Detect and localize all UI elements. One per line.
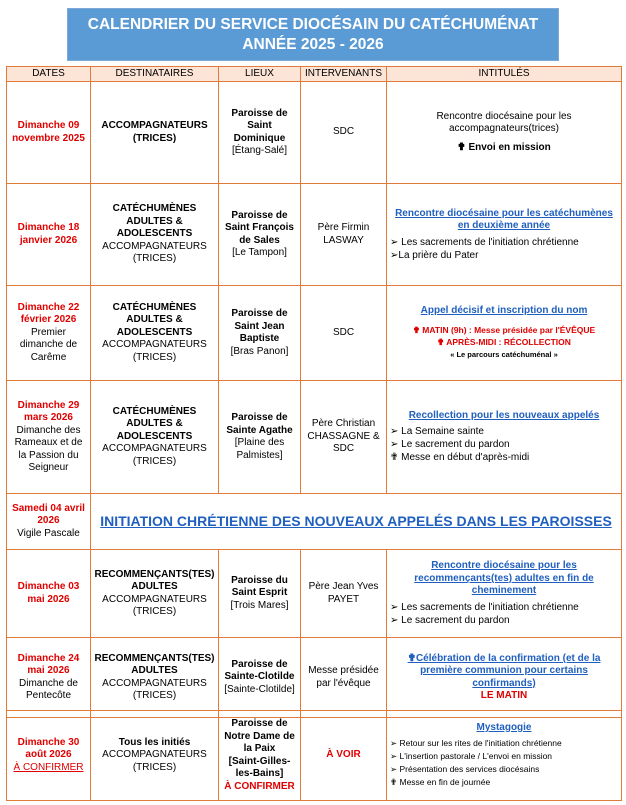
lieu-sub: [Bras Panon] <box>230 345 289 357</box>
lieu-cell <box>219 184 301 286</box>
intitule-title: Rencontre diocésaine pour les catéchumènes en deuxième année <box>395 207 613 231</box>
dest-bold: RECOMMENÇANTS(TES) ADULTES <box>94 652 215 676</box>
lieu-cell <box>219 550 301 638</box>
destinataires-cell <box>91 711 219 801</box>
initiation-banner: INITIATION CHRÉTIENNE DES NOUVEAUX APPELÉS DANS LES PAROISSES <box>91 494 622 550</box>
table-row <box>7 711 622 801</box>
list-item: ➢ La Semaine sainte <box>390 426 484 438</box>
date-text: Dimanche 22 février 2026 <box>17 301 80 326</box>
intitule-title: ✟Célébration de la confirmation (et de la première communion pour certains confirmands) <box>407 652 601 689</box>
date-cell <box>7 711 91 801</box>
lieu-sub: [Étang-Salé] <box>231 145 288 156</box>
intitule-cell <box>387 82 622 184</box>
date-cell <box>7 286 91 381</box>
date-cell <box>7 638 91 718</box>
list-item: ✟ MATIN (9h) : Messe présidée par l'ÉVÊQUE <box>412 324 596 335</box>
header-row <box>7 67 622 82</box>
dest-plain: ACCOMPAGNATEURS (TRICES) <box>102 677 207 701</box>
dest-plain: ACCOMPAGNATEURS (TRICES) <box>102 240 207 265</box>
intitule-cell <box>387 550 622 638</box>
date-text: Dimanche 29 mars 2026 <box>17 399 80 423</box>
intitule-cell <box>387 711 622 801</box>
date-note: Premier dimanche de Carême <box>19 326 78 363</box>
destinataires-cell: ACCOMPAGNATEURS (TRICES) <box>91 82 219 184</box>
intervenants-cell: Père Jean Yves PAYET <box>301 550 387 638</box>
table-row <box>7 286 622 381</box>
date-text: Dimanche 30 août 2026 <box>17 736 80 761</box>
lieu-sub: [Sainte-Clotilde] <box>224 683 295 695</box>
table-row <box>7 638 622 718</box>
calendar-table-extra <box>6 710 622 801</box>
table-row <box>7 184 622 286</box>
intitule-cell <box>387 381 622 494</box>
intervenants-cell: Père Firmin LASWAY <box>301 184 387 286</box>
list-item: ➢ Le sacrement du pardon <box>390 614 510 626</box>
header-intitules: INTITULÉS <box>387 67 622 82</box>
destinataires-cell <box>91 184 219 286</box>
list-item: ➢ Retour sur les rites de l'initiation chrétienne <box>390 738 562 749</box>
list-item: ➢ Le sacrement du pardon <box>390 439 510 451</box>
list-item: ✟ Messe en fin de journée <box>390 777 491 788</box>
dest-bold: CATÉCHUMÈNES ADULTES & ADOLESCENTS <box>112 405 197 442</box>
intervenants-cell: SDC <box>301 82 387 184</box>
dest-plain: ACCOMPAGNATEURS (TRICES) <box>102 339 207 363</box>
intitule-cell <box>387 184 622 286</box>
lieu-cell <box>219 638 301 718</box>
list-item: ➢ L'insertion pastorale / L'envoi en mission <box>390 751 553 762</box>
header-dates: DATES <box>7 67 91 82</box>
date-cell: Dimanche 09 novembre 2025 <box>7 82 91 184</box>
title-line-1: CALENDRIER DU SERVICE DIOCÉSAIN DU CATÉCHUMÉNAT <box>87 16 539 33</box>
lieu-name: Paroisse de Notre Dame de la Paix <box>224 718 295 754</box>
header-destinataires: DESTINATAIRES <box>91 67 219 82</box>
table-row <box>7 550 622 638</box>
intitule-cell <box>387 286 622 381</box>
list-item: ➢ Les sacrements de l'initiation chrétienne <box>390 236 579 248</box>
lieu-cell <box>219 286 301 381</box>
date-cell <box>7 494 91 550</box>
intitule-cell <box>387 638 622 718</box>
intervenants-cell: Père Christian CHASSAGNE & SDC <box>301 381 387 494</box>
date-note: Dimanche de Pentecôte <box>19 677 78 701</box>
header-intervenants: INTERVENANTS <box>301 67 387 82</box>
lieu-note: À CONFIRMER <box>224 780 295 792</box>
title-line-2: ANNÉE 2025 - 2026 <box>242 36 384 53</box>
dest-bold: RECOMMENÇANTS(TES) ADULTES <box>94 568 215 592</box>
intervenants-cell: SDC <box>301 286 387 381</box>
dest-plain: ACCOMPAGNATEURS (TRICES) <box>102 443 207 467</box>
list-item: LE MATIN <box>480 690 528 701</box>
dest-bold: CATÉCHUMÈNES ADULTES & ADOLESCENTS <box>112 301 197 338</box>
list-item: ➢ Les sacrements de l'initiation chrétienne <box>390 601 579 613</box>
date-note: À CONFIRMER <box>13 761 84 773</box>
date-cell: Dimanche 03 mai 2026 <box>7 550 91 638</box>
dest-plain: ACCOMPAGNATEURS (TRICES) <box>102 749 207 773</box>
destinataires-cell <box>91 286 219 381</box>
intitule-title: Appel décisif et inscription du nom <box>420 305 588 316</box>
list-item: « Le parcours catéchuménal » <box>450 349 558 359</box>
table-row <box>7 494 622 550</box>
lieu-name: Paroisse de Sainte-Clotilde <box>224 658 295 683</box>
lieu-cell <box>219 381 301 494</box>
dest-bold: Tous les initiés <box>118 736 191 748</box>
lieu-name: Paroisse de Sainte Agathe <box>226 412 293 436</box>
lieu-name: Paroisse de Saint Jean Baptiste <box>231 308 288 344</box>
list-item: ✟ Messe en début d'après-midi <box>390 452 530 464</box>
date-text: Samedi 04 avril 2026 <box>12 502 85 527</box>
lieu-sub: [Trois Mares] <box>230 599 289 611</box>
date-cell: Dimanche 18 janvier 2026 <box>7 184 91 286</box>
date-note: Dimanche des Rameaux et de la Passion du Seigneur <box>14 424 83 473</box>
lieu-name: Paroisse de Saint François de Sales <box>225 209 294 246</box>
lieu-name: Paroisse de Saint Dominique <box>231 107 288 144</box>
list-item: ➢ Présentation des services diocésains <box>390 764 540 775</box>
date-cell <box>7 381 91 494</box>
destinataires-cell <box>91 638 219 718</box>
intervenants-cell: À VOIR <box>301 711 387 801</box>
lieu-sub: [Le Tampon] <box>232 247 287 258</box>
dest-bold: CATÉCHUMÈNES ADULTES & ADOLESCENTS <box>112 203 197 240</box>
calendar-table <box>6 66 622 718</box>
calendar-title <box>67 8 559 61</box>
intitule-title: Recollection pour les nouveaux appelés <box>408 409 600 421</box>
table-row <box>7 381 622 494</box>
date-note: Vigile Pascale <box>17 527 80 539</box>
list-item: ✟ APRÈS-MIDI : RÉCOLLECTION <box>437 337 571 347</box>
date-text: Dimanche 24 mai 2026 <box>17 652 80 676</box>
destinataires-cell <box>91 381 219 494</box>
destinataires-cell <box>91 550 219 638</box>
intitule-title: Mystagogie <box>476 721 532 733</box>
intervenants-cell: Messe présidée par l'évêque <box>301 638 387 718</box>
intitule-title: Rencontre diocésaine pour les recommençants(tes) adultes en fin de cheminement <box>414 560 594 597</box>
dest-plain: ACCOMPAGNATEURS (TRICES) <box>102 593 207 617</box>
lieu-name: Paroisse du Saint Esprit <box>231 574 288 599</box>
header-lieux: LIEUX <box>219 67 301 82</box>
lieu-sub: [Plaine des Palmistes] <box>234 437 285 461</box>
lieu-sub: [Saint-Gilles-les-Bains] <box>228 755 291 779</box>
intitule-title: Rencontre diocésaine pour les accompagnateurs(trices) <box>436 110 572 135</box>
table-row <box>7 82 622 184</box>
lieu-cell <box>219 82 301 184</box>
list-item: ✟ Envoi en mission <box>457 141 551 153</box>
lieu-cell <box>219 711 301 801</box>
list-item: ➢La prière du Pater <box>390 249 479 261</box>
